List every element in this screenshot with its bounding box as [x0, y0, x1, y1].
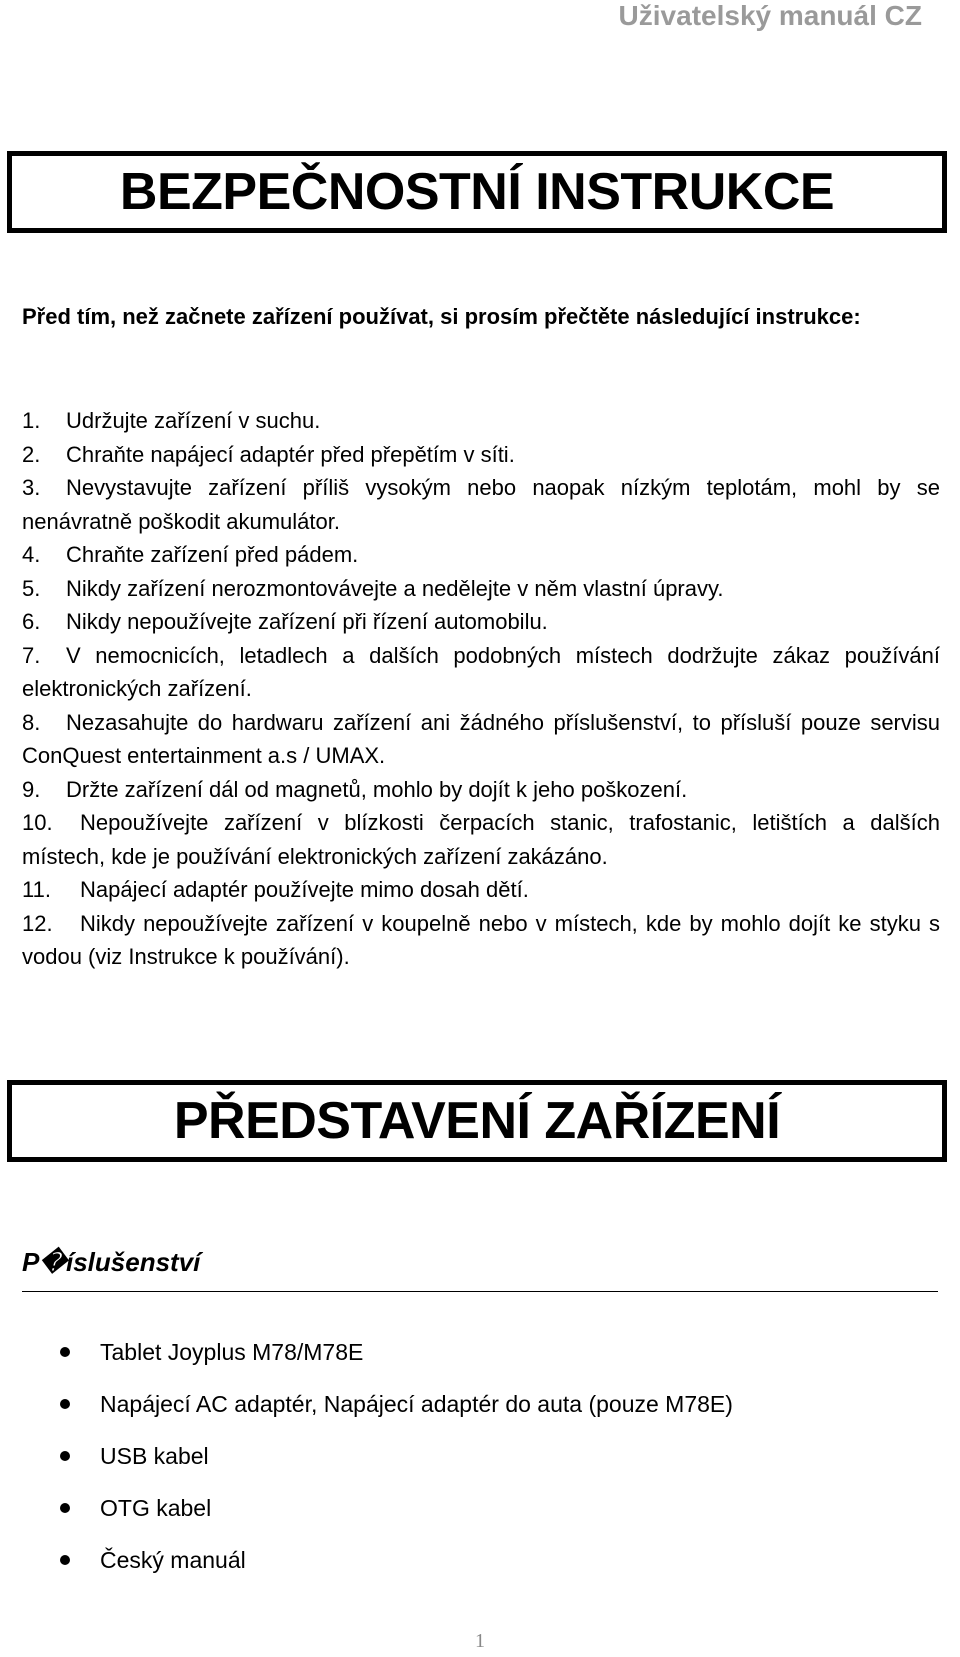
list-item	[60, 1378, 733, 1430]
bullet-icon	[60, 1347, 70, 1357]
list-item	[60, 1430, 733, 1482]
list-item	[22, 873, 940, 907]
item-number: 7.	[22, 642, 41, 668]
item-number: 9.	[22, 776, 41, 802]
item-text: Tablet Joyplus M78/M78E	[100, 1339, 364, 1365]
list-item	[22, 907, 940, 974]
safety-instructions-list	[22, 404, 940, 974]
item-text: Nikdy zařízení nerozmontovávejte a nedělejte v něm vlastní úpravy.	[66, 575, 724, 601]
document-header: Uživatelský manuál CZ	[618, 0, 922, 31]
item-text: OTG kabel	[100, 1495, 212, 1521]
list-item	[22, 572, 940, 606]
list-item	[60, 1482, 733, 1534]
item-text: Nezasahujte do hardwaru zařízení ani žádného příslušenství, to přísluší pouze servisu ConQuest entertainment a.s / UMAX.	[22, 709, 940, 768]
item-text: Napájecí adaptér používejte mimo dosah dětí.	[80, 877, 529, 902]
item-number: 11.	[22, 877, 51, 902]
item-number: 5.	[22, 575, 41, 601]
item-number: 10.	[22, 810, 53, 835]
bullet-icon	[60, 1399, 70, 1409]
page-number: 1	[475, 1630, 485, 1652]
list-item	[22, 538, 940, 572]
safety-intro: Před tím, než začnete zařízení používat, si prosím přečtěte následující instrukce:	[22, 304, 861, 329]
list-item	[60, 1326, 733, 1378]
item-number: 2.	[22, 441, 41, 467]
item-number: 3.	[22, 475, 41, 500]
item-number: 12.	[22, 910, 53, 936]
bullet-icon	[60, 1503, 70, 1513]
list-item	[22, 404, 940, 438]
section-title-device	[7, 1080, 947, 1162]
accessories-heading: P�íslušenství	[22, 1247, 201, 1277]
item-text: Chraňte napájecí adaptér před přepětím v síti.	[66, 441, 515, 467]
item-text: Nikdy nepoužívejte zařízení při řízení automobilu.	[66, 609, 548, 634]
item-text: Chraňte zařízení před pádem.	[66, 542, 359, 567]
list-item	[22, 806, 940, 873]
bullet-icon	[60, 1451, 70, 1461]
item-number: 6.	[22, 609, 41, 634]
list-item	[22, 706, 940, 773]
item-text: Napájecí AC adaptér, Napájecí adaptér do auta (pouze M78E)	[100, 1391, 733, 1417]
item-text: USB kabel	[100, 1443, 209, 1469]
list-item	[22, 773, 940, 807]
list-item	[22, 471, 940, 538]
bullet-icon	[60, 1555, 70, 1565]
accessories-list	[60, 1326, 733, 1586]
item-number: 1.	[22, 408, 41, 433]
item-text: Nikdy nepoužívejte zařízení v koupelně nebo v místech, kde by mohlo dojít ke styku s vodou (viz Instrukce k používání).	[22, 910, 940, 969]
item-text: Nevystavujte zařízení příliš vysokým nebo naopak nízkým teplotám, mohl by se nenávratně poškodit akumulátor.	[22, 475, 940, 534]
section-title-safety-text: BEZPEČNOSTNÍ INSTRUKCE	[119, 163, 835, 221]
list-item	[22, 639, 940, 706]
section-title-device-text: PŘEDSTAVENÍ ZAŘÍZENÍ	[173, 1092, 781, 1150]
item-number: 8.	[22, 709, 41, 735]
item-text: Nepoužívejte zařízení v blízkosti čerpacích stanic, trafostanic, letištích a dalších místech, kde je používání elektronických zařízení zakázáno.	[22, 810, 940, 869]
item-text: Držte zařízení dál od magnetů, mohlo by dojít k jeho poškození.	[66, 776, 688, 802]
item-text: Udržujte zařízení v suchu.	[66, 408, 321, 433]
list-item	[60, 1534, 733, 1586]
section-title-safety	[7, 151, 947, 233]
heading-divider	[22, 1291, 938, 1292]
item-number: 4.	[22, 542, 41, 567]
item-text: V nemocnicích, letadlech a dalších podobných místech dodržujte zákaz používání elektronických zařízení.	[22, 642, 940, 701]
list-item	[22, 605, 940, 639]
item-text: Český manuál	[100, 1547, 246, 1573]
list-item	[22, 438, 940, 472]
